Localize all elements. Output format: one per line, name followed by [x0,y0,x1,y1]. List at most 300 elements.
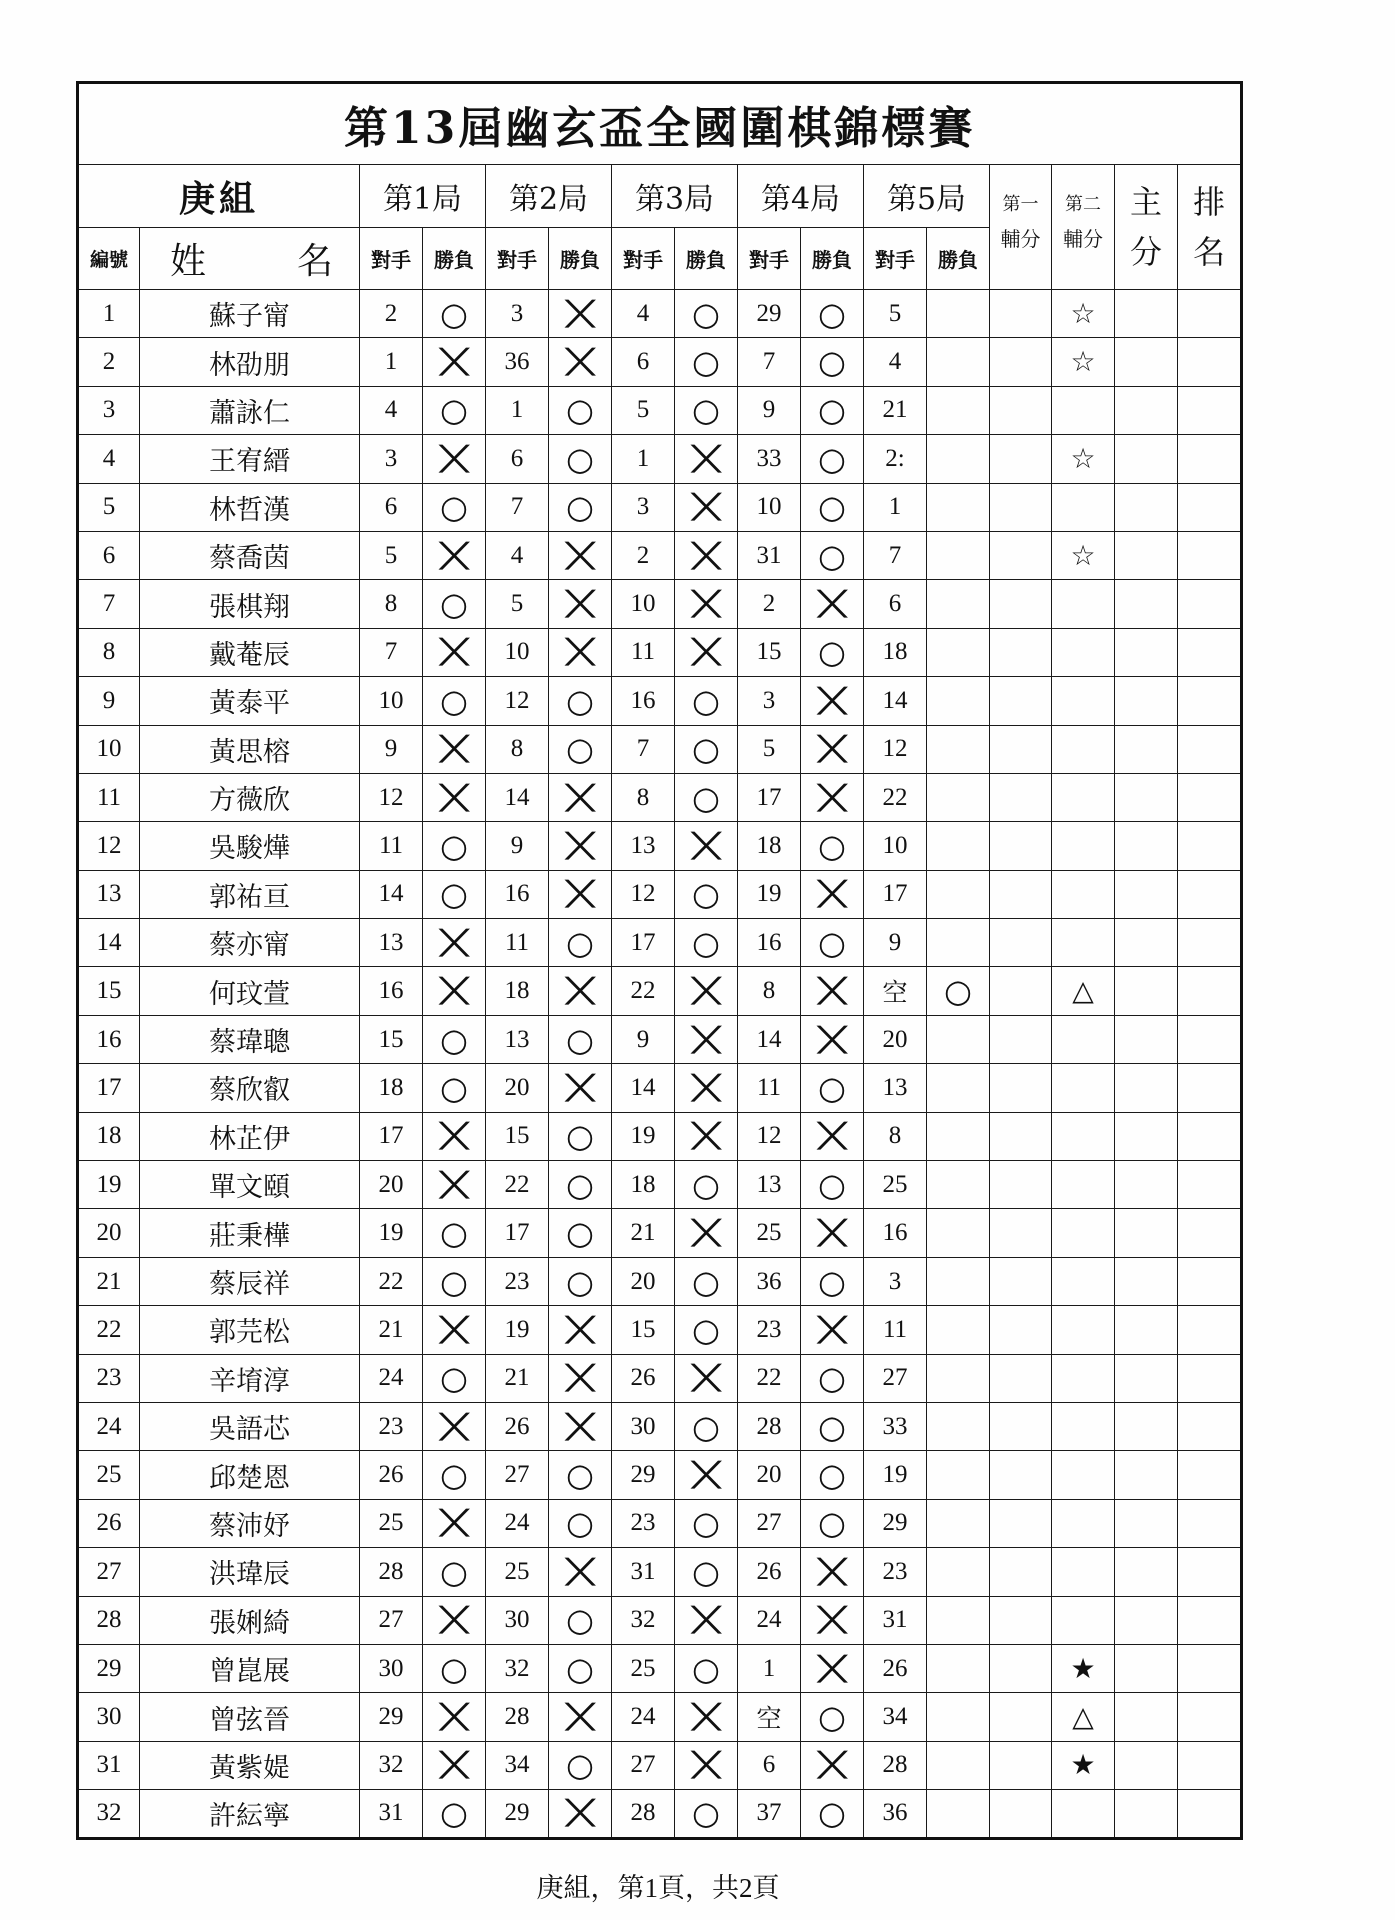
player-number: 4 [78,435,140,483]
second-tiebreak-cell [1052,1548,1115,1596]
win-mark: ○ [818,1504,846,1543]
rank-cell [1178,919,1242,967]
opponent-cell: 22 [612,967,675,1015]
rank-cell [1178,1451,1242,1499]
loss-mark: ╳ [566,783,594,812]
rank-cell [1178,967,1242,1015]
opponent-cell: 11 [612,628,675,676]
result-cell [927,1499,990,1547]
group-label: 庚組 [78,165,360,228]
player-row [78,290,1242,338]
rank-header-line2: 名 [1193,233,1226,271]
player-number: 2 [78,338,140,386]
player-row [78,1596,1242,1644]
opponent-cell: 29 [486,1790,549,1838]
result-cell [927,290,990,338]
win-mark: ○ [566,1165,594,1204]
result-cell [675,1790,738,1838]
opponent-cell: 28 [486,1693,549,1741]
result-cell [549,967,612,1015]
loss-mark: ╳ [566,1364,594,1393]
opponent-cell: 空 [738,1693,801,1741]
result-header: 勝負 [927,228,990,290]
result-cell [549,677,612,725]
result-cell [801,1306,864,1354]
player-row [78,1644,1242,1692]
tiebreak-mark: ☆ [1070,538,1096,572]
main-score-cell [1115,1402,1178,1450]
result-cell [801,870,864,918]
result-cell [927,1015,990,1063]
main-score-cell [1115,1161,1178,1209]
opponent-cell: 17 [612,919,675,967]
main-score-cell [1115,725,1178,773]
opponent-cell: 6 [486,435,549,483]
opponent-cell: 10 [360,677,423,725]
player-name: 林芷伊 [140,1112,360,1160]
win-mark: ○ [818,923,846,962]
opponent-cell: 23 [612,1499,675,1547]
opponent-cell: 28 [864,1741,927,1789]
player-number: 24 [78,1402,140,1450]
result-cell [549,1741,612,1789]
rank-header-line1: 排 [1193,183,1226,221]
opponent-cell: 27 [612,1741,675,1789]
win-mark: ○ [818,633,846,672]
player-row [78,1790,1242,1838]
win-mark: ○ [818,1359,846,1398]
result-cell [801,1741,864,1789]
opponent-cell: 17 [360,1112,423,1160]
main-score-header-line1: 主 [1129,183,1162,221]
main-score-cell [1115,677,1178,725]
player-row [78,628,1242,676]
second-tiebreak-header [1052,165,1115,290]
second-tiebreak-cell [1052,773,1115,821]
result-cell [423,725,486,773]
result-cell [549,435,612,483]
number-header: 編號 [78,228,140,290]
first-tiebreak-cell [990,338,1052,386]
second-tiebreak-cell [1052,531,1115,579]
loss-mark: ╳ [818,977,846,1006]
opponent-cell: 6 [864,580,927,628]
loss-mark: ╳ [566,977,594,1006]
rank-cell [1178,773,1242,821]
opponent-cell: 23 [486,1257,549,1305]
opponent-cell: 16 [486,870,549,918]
opponent-cell: 7 [864,531,927,579]
rank-cell [1178,1257,1242,1305]
opponent-cell: 5 [612,386,675,434]
player-number: 3 [78,386,140,434]
win-mark: ○ [692,391,720,430]
first-tiebreak-cell [990,1644,1052,1692]
rank-cell [1178,386,1242,434]
loss-mark: ╳ [440,977,468,1006]
opponent-header: 對手 [612,228,675,290]
page-footer: 庚組，第1頁，共2頁 [536,1873,780,1903]
player-name: 張棋翔 [140,580,360,628]
result-cell [675,1257,738,1305]
win-mark: ○ [566,1214,594,1253]
win-mark: ○ [566,1649,594,1688]
loss-mark: ╳ [440,1703,468,1732]
win-mark: ○ [818,1068,846,1107]
result-cell [423,870,486,918]
player-name: 蕭詠仁 [140,386,360,434]
result-cell [675,1064,738,1112]
result-cell [675,967,738,1015]
opponent-cell: 27 [738,1499,801,1547]
opponent-cell: 26 [864,1644,927,1692]
player-number: 11 [78,773,140,821]
result-cell [423,1644,486,1692]
result-cell [675,1402,738,1450]
win-mark: ○ [440,391,468,430]
opponent-cell: 18 [612,1161,675,1209]
result-cell [549,870,612,918]
result-cell [927,870,990,918]
opponent-cell: 20 [486,1064,549,1112]
main-score-cell [1115,1790,1178,1838]
result-cell [423,1790,486,1838]
loss-mark: ╳ [440,638,468,667]
loss-mark: ╳ [692,1703,720,1732]
loss-mark: ╳ [566,1412,594,1441]
rank-cell [1178,1209,1242,1257]
result-cell [675,1161,738,1209]
result-cell [675,1451,738,1499]
first-tiebreak-cell [990,1064,1052,1112]
player-number: 31 [78,1741,140,1789]
opponent-cell: 1 [360,338,423,386]
opponent-cell: 25 [486,1548,549,1596]
player-name: 蔡辰祥 [140,1257,360,1305]
opponent-cell: 4 [360,386,423,434]
main-score-cell [1115,1741,1178,1789]
result-cell [927,531,990,579]
result-cell [801,435,864,483]
first-tiebreak-cell [990,1451,1052,1499]
second-tiebreak-cell [1052,1790,1115,1838]
first-tiebreak-cell [990,677,1052,725]
second-tiebreak-cell [1052,1015,1115,1063]
player-number: 5 [78,483,140,531]
loss-mark: ╳ [440,1412,468,1441]
main-score-cell [1115,1596,1178,1644]
player-row [78,822,1242,870]
result-cell [549,483,612,531]
result-cell [927,1354,990,1402]
tiebreak-mark: ★ [1070,1651,1096,1685]
player-number: 19 [78,1161,140,1209]
rank-cell [1178,290,1242,338]
opponent-cell: 9 [612,1015,675,1063]
result-cell [801,967,864,1015]
main-score-cell [1115,1354,1178,1402]
result-cell [927,967,990,1015]
player-row [78,580,1242,628]
second-tiebreak-cell [1052,822,1115,870]
rank-cell [1178,1790,1242,1838]
opponent-cell: 23 [360,1402,423,1450]
result-cell [801,580,864,628]
main-score-cell [1115,1693,1178,1741]
first-tiebreak-header [990,165,1052,290]
tournament-title: 第13屆幽玄盃全國圍棋錦標賽 [78,83,1242,165]
loss-mark: ╳ [818,1122,846,1151]
opponent-cell: 29 [864,1499,927,1547]
opponent-cell: 14 [360,870,423,918]
result-cell [927,773,990,821]
loss-mark: ╳ [692,1122,720,1151]
loss-mark: ╳ [440,1509,468,1538]
first-tiebreak-cell [990,1209,1052,1257]
rank-cell [1178,1402,1242,1450]
opponent-cell: 19 [360,1209,423,1257]
loss-mark: ╳ [818,1606,846,1635]
player-row [78,1741,1242,1789]
opponent-cell: 8 [360,580,423,628]
player-row [78,1548,1242,1596]
player-row [78,435,1242,483]
win-mark: ○ [692,875,720,914]
main-score-cell [1115,919,1178,967]
result-cell [675,435,738,483]
result-cell [675,919,738,967]
first-tiebreak-header-line2: 輔分 [1000,227,1041,251]
rank-cell [1178,1112,1242,1160]
player-rows [78,290,1242,1839]
player-number: 20 [78,1209,140,1257]
player-row [78,1499,1242,1547]
win-mark: ○ [692,681,720,720]
win-mark: ○ [818,1698,846,1737]
rank-cell [1178,435,1242,483]
opponent-cell: 22 [360,1257,423,1305]
player-row [78,870,1242,918]
result-cell [423,1112,486,1160]
result-cell [675,483,738,531]
result-header: 勝負 [549,228,612,290]
result-cell [801,822,864,870]
opponent-cell: 10 [486,628,549,676]
tiebreak-mark: ★ [1070,1748,1096,1782]
first-tiebreak-cell [990,1693,1052,1741]
opponent-cell: 1 [864,483,927,531]
result-cell [801,338,864,386]
win-mark: ○ [944,972,972,1011]
result-cell [675,1209,738,1257]
player-name: 戴菴辰 [140,628,360,676]
player-row [78,1354,1242,1402]
first-tiebreak-cell [990,1402,1052,1450]
result-cell [927,1257,990,1305]
win-mark: ○ [566,439,594,478]
opponent-cell: 3 [738,677,801,725]
result-cell [423,1161,486,1209]
opponent-header: 對手 [360,228,423,290]
loss-mark: ╳ [818,686,846,715]
player-number: 30 [78,1693,140,1741]
player-number: 23 [78,1354,140,1402]
first-tiebreak-cell [990,290,1052,338]
result-cell [801,483,864,531]
player-number: 18 [78,1112,140,1160]
result-cell [927,386,990,434]
opponent-cell: 5 [864,290,927,338]
opponent-cell: 15 [486,1112,549,1160]
opponent-cell: 26 [612,1354,675,1402]
loss-mark: ╳ [692,638,720,667]
result-cell [675,870,738,918]
player-number: 27 [78,1548,140,1596]
win-mark: ○ [566,1262,594,1301]
result-cell [675,1112,738,1160]
result-cell [549,773,612,821]
second-tiebreak-cell [1052,1112,1115,1160]
opponent-cell: 11 [360,822,423,870]
second-tiebreak-header-line1: 第二 [1065,194,1101,215]
loss-mark: ╳ [566,1703,594,1732]
main-score-cell [1115,290,1178,338]
result-cell [423,483,486,531]
player-row [78,1064,1242,1112]
opponent-cell: 36 [864,1790,927,1838]
result-cell [927,1451,990,1499]
opponent-header: 對手 [738,228,801,290]
result-cell [549,1112,612,1160]
opponent-cell: 15 [612,1306,675,1354]
player-number: 22 [78,1306,140,1354]
result-cell [927,628,990,676]
player-number: 25 [78,1451,140,1499]
player-name: 黃紫媞 [140,1741,360,1789]
second-tiebreak-cell [1052,919,1115,967]
opponent-cell: 3 [360,435,423,483]
result-cell [549,386,612,434]
opponent-cell: 22 [864,773,927,821]
opponent-cell: 25 [612,1644,675,1692]
win-mark: ○ [818,1794,846,1833]
loss-mark: ╳ [440,1122,468,1151]
main-score-header-line2: 分 [1129,233,1162,271]
first-tiebreak-cell [990,386,1052,434]
result-cell [927,1548,990,1596]
loss-mark: ╳ [566,299,594,328]
result-cell [549,1209,612,1257]
opponent-cell: 11 [486,919,549,967]
result-cell [675,677,738,725]
result-cell [801,1693,864,1741]
result-cell [423,1306,486,1354]
result-cell [549,338,612,386]
player-number: 28 [78,1596,140,1644]
second-tiebreak-cell [1052,1209,1115,1257]
opponent-cell: 16 [360,967,423,1015]
opponent-cell: 20 [738,1451,801,1499]
win-mark: ○ [566,1504,594,1543]
win-mark: ○ [818,439,846,478]
player-row [78,677,1242,725]
loss-mark: ╳ [440,735,468,764]
opponent-cell: 13 [738,1161,801,1209]
player-row [78,725,1242,773]
result-cell [549,1499,612,1547]
player-name: 蔡瑋聰 [140,1015,360,1063]
opponent-cell: 28 [612,1790,675,1838]
loss-mark: ╳ [566,590,594,619]
rank-cell [1178,1741,1242,1789]
first-tiebreak-cell [990,580,1052,628]
loss-mark: ╳ [818,1219,846,1248]
win-mark: ○ [818,1456,846,1495]
loss-mark: ╳ [566,348,594,377]
main-score-cell [1115,386,1178,434]
result-cell [549,628,612,676]
loss-mark: ╳ [440,1170,468,1199]
result-cell [675,1741,738,1789]
win-mark: ○ [692,1552,720,1591]
result-cell [927,1644,990,1692]
name-header [140,228,360,290]
main-score-header [1115,165,1178,290]
main-score-cell [1115,773,1178,821]
opponent-cell: 25 [864,1161,927,1209]
player-number: 9 [78,677,140,725]
opponent-cell: 19 [738,870,801,918]
first-tiebreak-cell [990,773,1052,821]
opponent-cell: 4 [612,290,675,338]
loss-mark: ╳ [818,880,846,909]
opponent-cell: 17 [738,773,801,821]
opponent-cell: 16 [738,919,801,967]
opponent-cell: 22 [738,1354,801,1402]
result-cell [549,1451,612,1499]
player-name: 蘇子甯 [140,290,360,338]
opponent-cell: 23 [738,1306,801,1354]
opponent-cell: 12 [612,870,675,918]
result-cell [675,386,738,434]
main-score-cell [1115,1112,1178,1160]
loss-mark: ╳ [818,1751,846,1780]
result-cell [423,1596,486,1644]
opponent-cell: 16 [864,1209,927,1257]
opponent-cell: 11 [864,1306,927,1354]
result-cell [801,1451,864,1499]
opponent-cell: 8 [864,1112,927,1160]
opponent-cell: 5 [486,580,549,628]
main-score-cell [1115,1209,1178,1257]
player-number: 7 [78,580,140,628]
win-mark: ○ [566,1601,594,1640]
main-score-cell [1115,628,1178,676]
result-cell [801,1015,864,1063]
win-mark: ○ [440,294,468,333]
result-cell [549,580,612,628]
result-cell [423,773,486,821]
result-cell [549,1064,612,1112]
result-cell [423,1064,486,1112]
opponent-cell: 28 [738,1402,801,1450]
win-mark: ○ [440,1649,468,1688]
opponent-cell: 21 [486,1354,549,1402]
rank-cell [1178,338,1242,386]
main-score-cell [1115,531,1178,579]
win-mark: ○ [692,1504,720,1543]
opponent-cell: 9 [486,822,549,870]
